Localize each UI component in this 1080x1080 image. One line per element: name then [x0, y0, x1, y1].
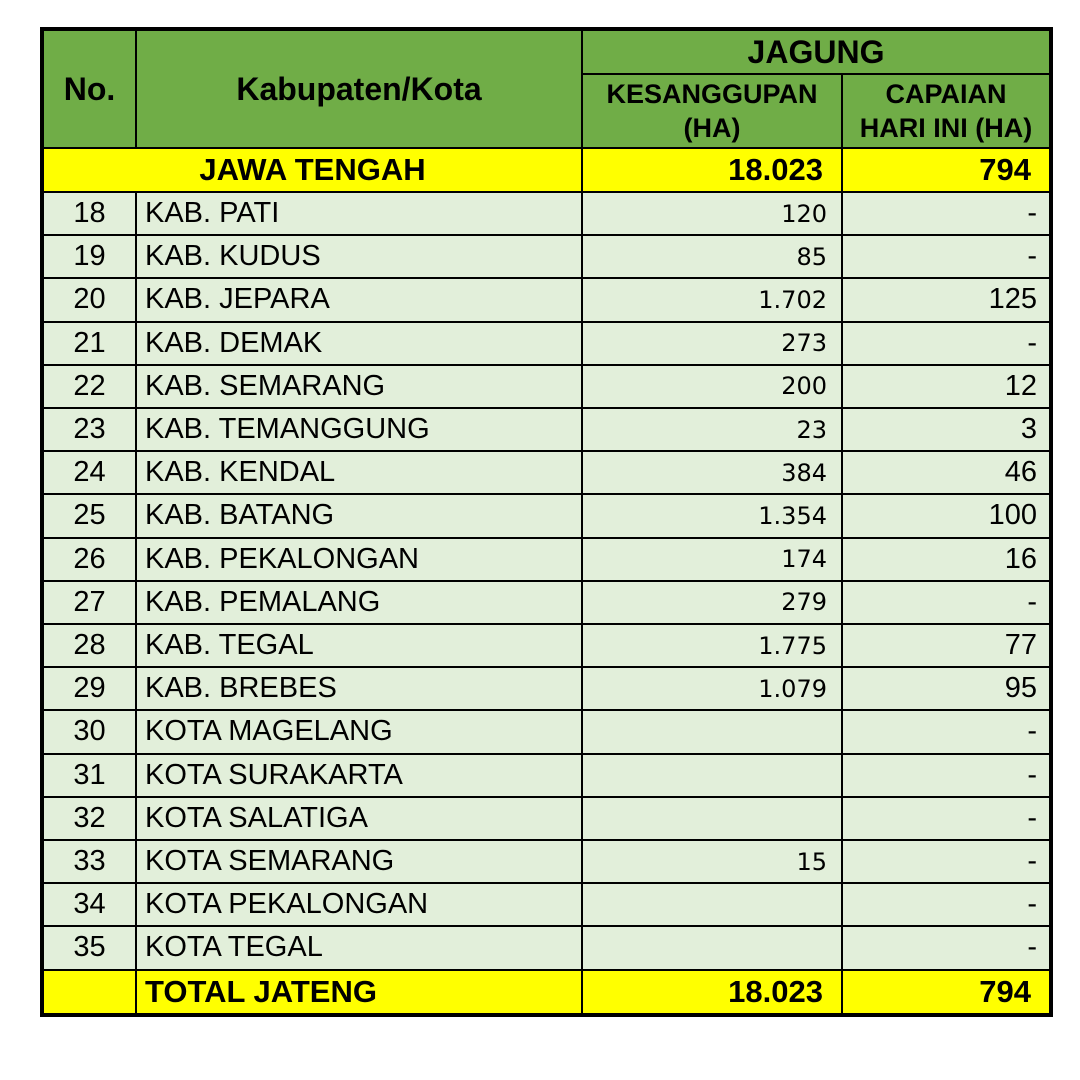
row-name: KAB. PATI — [137, 193, 583, 236]
row-no: 28 — [40, 625, 137, 668]
row-kesanggupan — [583, 711, 843, 754]
row-capaian: 3 — [843, 409, 1053, 452]
row-kesanggupan: 1.079 — [583, 668, 843, 711]
row-capaian: - — [843, 236, 1053, 279]
row-name: KAB. SEMARANG — [137, 366, 583, 409]
province-kesanggupan: 18.023 — [583, 149, 843, 193]
header-capaian-line1: CAPAIAN — [885, 79, 1007, 109]
row-kesanggupan: 200 — [583, 366, 843, 409]
row-kesanggupan: 120 — [583, 193, 843, 236]
row-capaian: 16 — [843, 539, 1053, 582]
row-name: KOTA MAGELANG — [137, 711, 583, 754]
total-label: TOTAL JATENG — [137, 971, 583, 1017]
header-no: No. — [40, 27, 137, 149]
row-kesanggupan: 15 — [583, 841, 843, 884]
row-capaian: 95 — [843, 668, 1053, 711]
header-kesanggupan-line1: KESANGGUPAN — [606, 79, 818, 109]
row-no: 30 — [40, 711, 137, 754]
row-name: KOTA SALATIGA — [137, 798, 583, 841]
row-kesanggupan: 1.775 — [583, 625, 843, 668]
row-name: KAB. KUDUS — [137, 236, 583, 279]
total-kesanggupan: 18.023 — [583, 971, 843, 1017]
row-no: 27 — [40, 582, 137, 625]
row-kesanggupan: 273 — [583, 323, 843, 366]
row-no: 25 — [40, 495, 137, 538]
province-label: JAWA TENGAH — [40, 149, 583, 193]
row-name: KAB. TEMANGGUNG — [137, 409, 583, 452]
row-capaian: - — [843, 755, 1053, 798]
row-kesanggupan: 1.702 — [583, 279, 843, 322]
row-kesanggupan: 174 — [583, 539, 843, 582]
row-name: KAB. JEPARA — [137, 279, 583, 322]
row-capaian: - — [843, 884, 1053, 927]
header-kesanggupan — [583, 75, 843, 149]
row-no: 33 — [40, 841, 137, 884]
row-capaian: - — [843, 582, 1053, 625]
row-kesanggupan — [583, 927, 843, 970]
province-capaian: 794 — [843, 149, 1053, 193]
row-capaian: - — [843, 323, 1053, 366]
row-no: 24 — [40, 452, 137, 495]
jagung-table — [40, 27, 1053, 1017]
row-no: 34 — [40, 884, 137, 927]
row-name: KAB. BATANG — [137, 495, 583, 538]
header-capaian — [843, 75, 1053, 149]
row-no: 18 — [40, 193, 137, 236]
row-name: KAB. BREBES — [137, 668, 583, 711]
row-no: 22 — [40, 366, 137, 409]
row-capaian: 77 — [843, 625, 1053, 668]
row-no: 31 — [40, 755, 137, 798]
row-kesanggupan: 384 — [583, 452, 843, 495]
row-capaian: - — [843, 193, 1053, 236]
row-capaian: 12 — [843, 366, 1053, 409]
row-name: KAB. PEMALANG — [137, 582, 583, 625]
row-no: 29 — [40, 668, 137, 711]
row-kesanggupan: 279 — [583, 582, 843, 625]
total-capaian: 794 — [843, 971, 1053, 1017]
row-capaian: 46 — [843, 452, 1053, 495]
row-no: 21 — [40, 323, 137, 366]
header-kabupaten-kota: Kabupaten/Kota — [137, 27, 583, 149]
row-kesanggupan: 23 — [583, 409, 843, 452]
row-no: 26 — [40, 539, 137, 582]
row-capaian: 125 — [843, 279, 1053, 322]
row-name: KOTA SEMARANG — [137, 841, 583, 884]
row-no: 35 — [40, 927, 137, 970]
row-no: 23 — [40, 409, 137, 452]
row-no: 19 — [40, 236, 137, 279]
row-kesanggupan: 1.354 — [583, 495, 843, 538]
row-name: KOTA TEGAL — [137, 927, 583, 970]
header-capaian-line2: HARI INI (HA) — [859, 113, 1033, 143]
row-name: KOTA PEKALONGAN — [137, 884, 583, 927]
header-jagung: JAGUNG — [583, 27, 1053, 75]
header-kesanggupan-line2: (HA) — [683, 113, 741, 143]
row-name: KOTA SURAKARTA — [137, 755, 583, 798]
total-no — [40, 971, 137, 1017]
row-name: KAB. DEMAK — [137, 323, 583, 366]
row-no: 32 — [40, 798, 137, 841]
row-capaian: - — [843, 798, 1053, 841]
row-capaian: - — [843, 927, 1053, 970]
row-kesanggupan — [583, 884, 843, 927]
row-kesanggupan: 85 — [583, 236, 843, 279]
row-no: 20 — [40, 279, 137, 322]
row-kesanggupan — [583, 755, 843, 798]
row-kesanggupan — [583, 798, 843, 841]
row-name: KAB. PEKALONGAN — [137, 539, 583, 582]
row-capaian: - — [843, 841, 1053, 884]
row-capaian: 100 — [843, 495, 1053, 538]
row-name: KAB. KENDAL — [137, 452, 583, 495]
row-name: KAB. TEGAL — [137, 625, 583, 668]
row-capaian: - — [843, 711, 1053, 754]
